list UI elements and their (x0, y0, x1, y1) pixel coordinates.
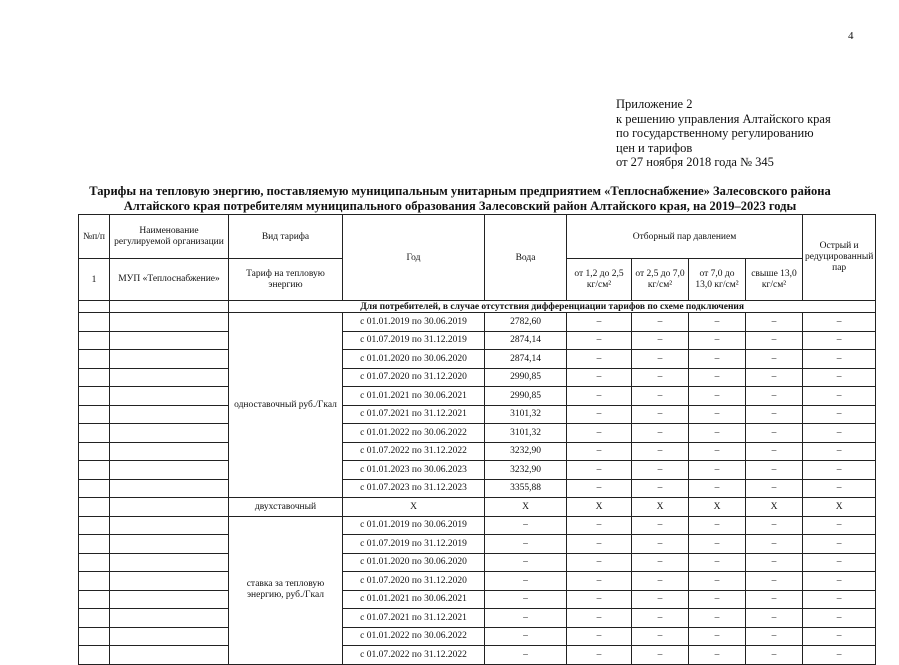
dash-cell: – (803, 442, 876, 461)
header-steam-2: от 2,5 до 7,0 кг/см² (632, 259, 689, 301)
dash-cell: – (567, 516, 632, 535)
dash-cell: – (803, 516, 876, 535)
appendix-line: от 27 ноября 2018 года № 345 (616, 155, 774, 170)
dash-cell: – (803, 609, 876, 628)
empty-cell (110, 627, 229, 646)
table-row (79, 535, 876, 554)
dash-cell: – (567, 313, 632, 332)
empty-cell (79, 572, 110, 591)
header-water: Вода (485, 215, 567, 301)
section-title: Для потребителей, в случае отсутствия дифференциации тарифов по схеме подключения (229, 301, 876, 313)
dash-cell: – (567, 609, 632, 628)
empty-cell (79, 553, 110, 572)
empty-cell (79, 442, 110, 461)
dash-cell: – (632, 479, 689, 498)
appendix-line: Приложение 2 (616, 97, 693, 111)
dash-cell: – (746, 368, 803, 387)
water-value: 3101,32 (485, 424, 567, 443)
dash-cell: – (746, 461, 803, 480)
empty-cell (79, 535, 110, 554)
empty-cell (79, 609, 110, 628)
dash-cell: – (632, 350, 689, 369)
dash-cell: – (567, 461, 632, 480)
period-cell: с 01.01.2022 по 30.06.2022 (343, 627, 485, 646)
page-number: 4 (848, 30, 854, 42)
dash-cell: – (689, 572, 746, 591)
water-value: 3101,32 (485, 405, 567, 424)
table-row (79, 350, 876, 369)
dash-cell: – (746, 627, 803, 646)
dash-cell: – (689, 479, 746, 498)
org-name: МУП «Теплоснабжение» (110, 259, 229, 301)
x-cell: Х (746, 498, 803, 517)
empty-cell (110, 405, 229, 424)
dash-cell: – (803, 313, 876, 332)
dash-cell: – (632, 368, 689, 387)
dash-cell: – (746, 313, 803, 332)
dash-cell: – (567, 331, 632, 350)
title-line: Тарифы на тепловую энергию, поставляемую муниципальным унитарным предприятием «Теплоснабжение» Залесовского района (89, 184, 831, 198)
dash-cell: – (746, 535, 803, 554)
table-row (79, 368, 876, 387)
table-row (79, 387, 876, 406)
period-cell: с 01.07.2021 по 31.12.2021 (343, 405, 485, 424)
dash-cell: – (746, 350, 803, 369)
dash-cell: – (689, 553, 746, 572)
table-row (79, 590, 876, 609)
period-cell: с 01.07.2022 по 31.12.2022 (343, 442, 485, 461)
table-row (79, 627, 876, 646)
dash-cell: – (746, 442, 803, 461)
empty-cell (110, 331, 229, 350)
dash-cell: – (689, 590, 746, 609)
water-value: – (485, 590, 567, 609)
dash-cell: – (746, 646, 803, 665)
water-value: – (485, 572, 567, 591)
period-cell: с 01.01.2019 по 30.06.2019 (343, 313, 485, 332)
dash-cell: – (632, 572, 689, 591)
empty-cell (110, 535, 229, 554)
dash-cell: – (632, 442, 689, 461)
header-num: №п/п (79, 215, 110, 259)
empty-cell (79, 590, 110, 609)
dash-cell: – (632, 461, 689, 480)
period-cell: с 01.01.2021 по 30.06.2021 (343, 590, 485, 609)
dash-cell: – (803, 387, 876, 406)
water-value: 2782,60 (485, 313, 567, 332)
dash-cell: – (567, 627, 632, 646)
dash-cell: – (803, 627, 876, 646)
dash-cell: – (689, 313, 746, 332)
dash-cell: – (803, 646, 876, 665)
period-cell: с 01.07.2019 по 31.12.2019 (343, 331, 485, 350)
dash-cell: – (689, 609, 746, 628)
dash-cell: – (689, 331, 746, 350)
empty-cell (110, 572, 229, 591)
x-cell: Х (567, 498, 632, 517)
single-rate-label: одноставочный руб./Гкал (229, 313, 343, 498)
dash-cell: – (567, 553, 632, 572)
empty-cell (110, 368, 229, 387)
table-row (79, 424, 876, 443)
empty-cell (110, 387, 229, 406)
period-cell: с 01.07.2023 по 31.12.2023 (343, 479, 485, 498)
empty-cell (110, 590, 229, 609)
empty-cell (79, 405, 110, 424)
table-row (79, 646, 876, 665)
table-row (79, 461, 876, 480)
period-cell: с 01.07.2022 по 31.12.2022 (343, 646, 485, 665)
empty-cell (79, 301, 110, 313)
empty-cell (79, 646, 110, 665)
tariff-table (78, 214, 876, 665)
two-part-label: двухставочный (229, 498, 343, 517)
empty-cell (79, 516, 110, 535)
table-row (79, 609, 876, 628)
dash-cell: – (803, 424, 876, 443)
dash-cell: – (803, 535, 876, 554)
dash-cell: – (567, 479, 632, 498)
period-cell: с 01.07.2019 по 31.12.2019 (343, 535, 485, 554)
water-value: – (485, 609, 567, 628)
table-row (79, 479, 876, 498)
dash-cell: – (632, 424, 689, 443)
dash-cell: – (689, 516, 746, 535)
empty-cell (79, 368, 110, 387)
period-cell: с 01.01.2019 по 30.06.2019 (343, 516, 485, 535)
header-steam: Отборный пар давлением (567, 215, 803, 259)
table-row (79, 572, 876, 591)
period-cell: с 01.01.2023 по 30.06.2023 (343, 461, 485, 480)
empty-cell (79, 350, 110, 369)
dash-cell: – (689, 461, 746, 480)
water-value: 2990,85 (485, 387, 567, 406)
dash-cell: – (803, 350, 876, 369)
water-value: – (485, 553, 567, 572)
dash-cell: – (632, 590, 689, 609)
dash-cell: – (689, 350, 746, 369)
dash-cell: – (632, 516, 689, 535)
empty-cell (110, 424, 229, 443)
org-tariff: Тариф на тепловую энергию (229, 259, 343, 301)
dash-cell: – (689, 535, 746, 554)
water-value: 2990,85 (485, 368, 567, 387)
empty-cell (110, 442, 229, 461)
table-row (79, 313, 876, 332)
dash-cell: – (632, 313, 689, 332)
dash-cell: – (632, 609, 689, 628)
empty-cell (110, 553, 229, 572)
empty-cell (79, 627, 110, 646)
dash-cell: – (632, 535, 689, 554)
dash-cell: – (803, 405, 876, 424)
x-cell: Х (689, 498, 746, 517)
dash-cell: – (567, 387, 632, 406)
title-line: Алтайского края потребителям муниципального образования Залесовский район Алтайского края, на 2019–2023 годы (123, 198, 797, 213)
dash-cell: – (689, 627, 746, 646)
header-org: Наименование регулируемой организации (110, 215, 229, 259)
empty-cell (110, 461, 229, 480)
table-row (79, 331, 876, 350)
empty-cell (110, 350, 229, 369)
empty-cell (110, 646, 229, 665)
empty-cell (79, 479, 110, 498)
period-cell: с 01.07.2021 по 31.12.2021 (343, 609, 485, 628)
dash-cell: – (632, 387, 689, 406)
dash-cell: – (803, 479, 876, 498)
heat-rate-label: ставка за тепловую энергию, руб./Гкал (229, 516, 343, 664)
water-value: 3232,90 (485, 461, 567, 480)
org-num: 1 (79, 259, 110, 301)
appendix-line: цен и тарифов (616, 140, 693, 155)
water-value: – (485, 627, 567, 646)
table-row (79, 516, 876, 535)
dash-cell: – (746, 405, 803, 424)
header-steam-1: от 1,2 до 2,5 кг/см² (567, 259, 632, 301)
empty-cell (110, 313, 229, 332)
water-value: – (485, 535, 567, 554)
table-row (79, 553, 876, 572)
period-cell: с 01.01.2020 по 30.06.2020 (343, 553, 485, 572)
dash-cell: – (803, 368, 876, 387)
empty-cell (79, 424, 110, 443)
dash-cell: – (746, 331, 803, 350)
water-value: – (485, 646, 567, 665)
table-row (79, 442, 876, 461)
dash-cell: – (632, 646, 689, 665)
dash-cell: – (689, 387, 746, 406)
water-value: 2874,14 (485, 331, 567, 350)
period-cell: с 01.07.2020 по 31.12.2020 (343, 368, 485, 387)
empty-cell (79, 331, 110, 350)
dash-cell: – (689, 405, 746, 424)
dash-cell: – (746, 424, 803, 443)
empty-cell (110, 516, 229, 535)
dash-cell: – (567, 368, 632, 387)
dash-cell: – (746, 479, 803, 498)
dash-cell: – (689, 424, 746, 443)
empty-cell (110, 479, 229, 498)
period-cell: с 01.01.2021 по 30.06.2021 (343, 387, 485, 406)
water-value: 2874,14 (485, 350, 567, 369)
dash-cell: – (803, 331, 876, 350)
dash-cell: – (746, 609, 803, 628)
dash-cell: – (746, 553, 803, 572)
appendix-line: по государственному регулированию (616, 126, 814, 141)
dash-cell: – (689, 442, 746, 461)
appendix-block (616, 97, 831, 170)
table-row (79, 405, 876, 424)
dash-cell: – (632, 331, 689, 350)
dash-cell: – (632, 627, 689, 646)
header-steam-3: от 7,0 до 13,0 кг/см² (689, 259, 746, 301)
dash-cell: – (567, 350, 632, 369)
dash-cell: – (803, 461, 876, 480)
appendix-line: к решению управления Алтайского края (616, 111, 831, 126)
water-value: – (485, 516, 567, 535)
dash-cell: – (567, 572, 632, 591)
dash-cell: – (803, 572, 876, 591)
empty-cell (110, 609, 229, 628)
header-steam-4: свыше 13,0 кг/см² (746, 259, 803, 301)
table-row (79, 498, 876, 517)
header-sharp-steam: Острый и редуцированный пар (803, 215, 876, 301)
x-cell: Х (343, 498, 485, 517)
dash-cell: – (567, 646, 632, 665)
x-cell: Х (485, 498, 567, 517)
empty-cell (110, 498, 229, 517)
period-cell: с 01.07.2020 по 31.12.2020 (343, 572, 485, 591)
period-cell: с 01.01.2020 по 30.06.2020 (343, 350, 485, 369)
empty-cell (79, 313, 110, 332)
water-value: 3355,88 (485, 479, 567, 498)
header-tariff-type: Вид тарифа (229, 215, 343, 259)
dash-cell: – (803, 553, 876, 572)
x-cell: Х (632, 498, 689, 517)
empty-cell (79, 498, 110, 517)
dash-cell: – (746, 387, 803, 406)
water-value: 3232,90 (485, 442, 567, 461)
dash-cell: – (567, 590, 632, 609)
dash-cell: – (567, 424, 632, 443)
dash-cell: – (632, 405, 689, 424)
period-cell: с 01.01.2022 по 30.06.2022 (343, 424, 485, 443)
dash-cell: – (689, 646, 746, 665)
empty-cell (79, 387, 110, 406)
empty-cell (79, 461, 110, 480)
dash-cell: – (746, 516, 803, 535)
dash-cell: – (689, 368, 746, 387)
dash-cell: – (567, 405, 632, 424)
dash-cell: – (746, 590, 803, 609)
dash-cell: – (567, 535, 632, 554)
dash-cell: – (567, 442, 632, 461)
x-cell: Х (803, 498, 876, 517)
dash-cell: – (803, 590, 876, 609)
dash-cell: – (746, 572, 803, 591)
document-title (60, 184, 860, 213)
dash-cell: – (632, 553, 689, 572)
header-year: Год (343, 215, 485, 301)
empty-cell (110, 301, 229, 313)
